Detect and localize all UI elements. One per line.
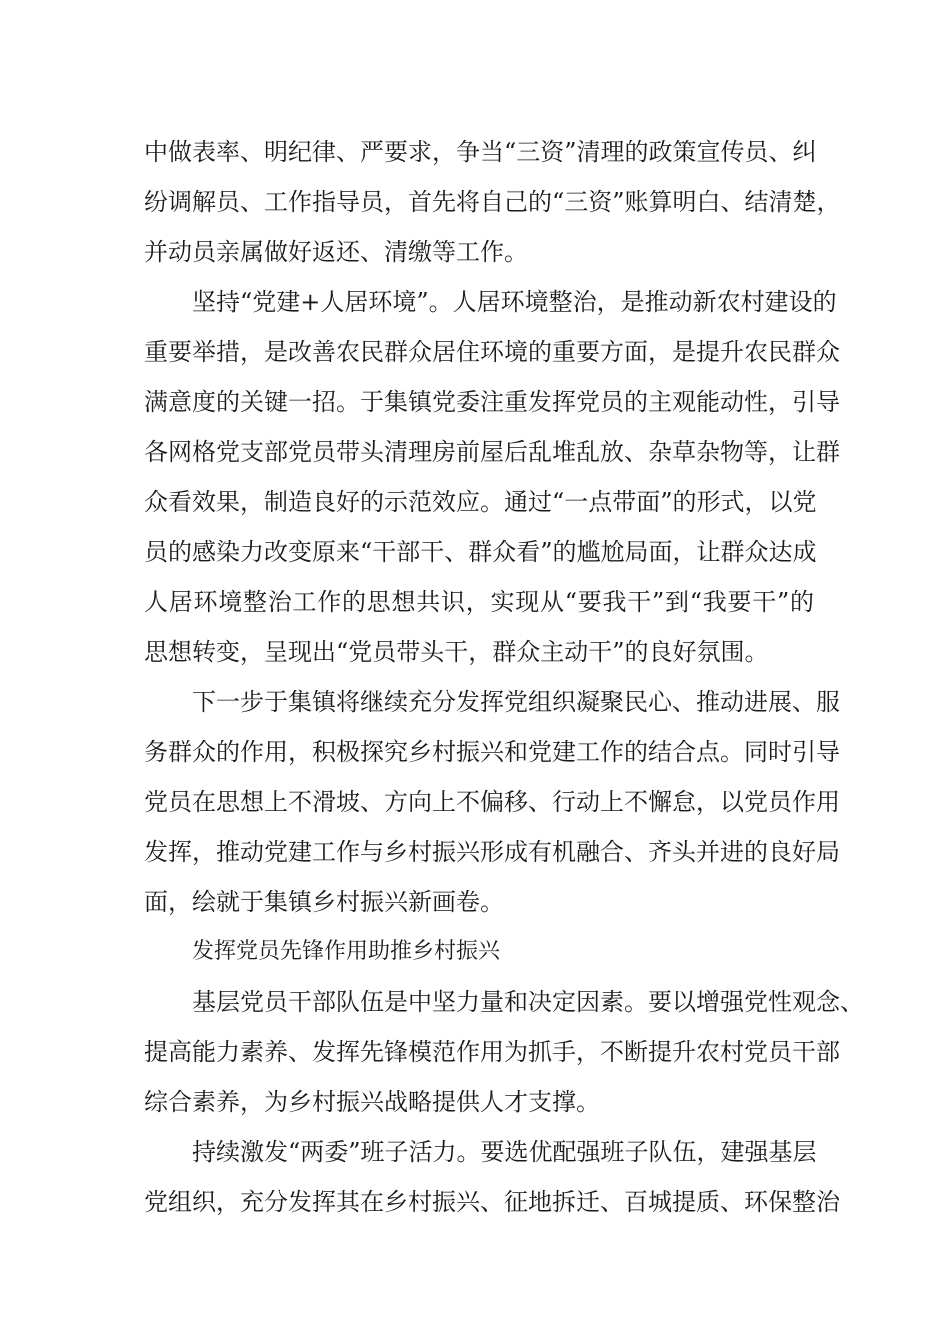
- text-line-19: 提高能力素养、发挥先锋模范作用为抓手，不断提升农村党员干部: [144, 1038, 840, 1066]
- text-line-1: 中做表率、明纪律、严要求，争当“三资”清理的政策宣传员、纠: [144, 138, 817, 166]
- text-line-16: 面，绘就于集镇乡村振兴新画卷。: [144, 888, 504, 916]
- text-line-10: 人居环境整治工作的思想共识，实现从“要我干”到“我要干”的: [144, 588, 814, 616]
- text-line-7: 各网格党支部党员带头清理房前屋后乱堆乱放、杂草杂物等，让群: [144, 438, 840, 466]
- text-line-18: 基层党员干部队伍是中坚力量和决定因素。要以增强党性观念、: [192, 988, 864, 1016]
- text-line-11: 思想转变，呈现出“党员带头干，群众主动干”的良好氛围。: [144, 638, 769, 666]
- text-line-13: 务群众的作用，积极探究乡村振兴和党建工作的结合点。同时引导: [144, 738, 840, 766]
- text-line-3: 并动员亲属做好返还、清缴等工作。: [144, 238, 528, 266]
- text-line-21: 持续激发“两委”班子活力。要选优配强班子队伍，建强基层: [192, 1138, 817, 1166]
- text-line-14: 党员在思想上不滑坡、方向上不偏移、行动上不懈怠，以党员作用: [144, 788, 840, 816]
- text-line-6: 满意度的关键一招。于集镇党委注重发挥党员的主观能动性，引导: [144, 388, 840, 416]
- text-line-20: 综合素养，为乡村振兴战略提供人才支撑。: [144, 1088, 600, 1116]
- text-line-9: 员的感染力改变原来“干部干、群众看”的尴尬局面，让群众达成: [144, 538, 817, 566]
- text-line-8: 众看效果，制造良好的示范效应。通过“一点带面”的形式，以党: [144, 488, 817, 516]
- text-line-2: 纷调解员、工作指导员，首先将自己的“三资”账算明白、结清楚，: [144, 188, 841, 216]
- text-line-5: 重要举措，是改善农民群众居住环境的重要方面，是提升农民群众: [144, 338, 840, 366]
- text-line-22: 党组织，充分发挥其在乡村振兴、征地拆迁、百城提质、环保整治: [144, 1188, 840, 1216]
- text-line-15: 发挥，推动党建工作与乡村振兴形成有机融合、齐头并进的良好局: [144, 838, 840, 866]
- text-line-4: 坚持“党建+人居环境”。人居环境整治，是推动新农村建设的: [192, 288, 837, 316]
- text-line-12: 下一步于集镇将继续充分发挥党组织凝聚民心、推动进展、服: [192, 688, 840, 716]
- section-heading: 发挥党员先锋作用助推乡村振兴: [192, 939, 501, 964]
